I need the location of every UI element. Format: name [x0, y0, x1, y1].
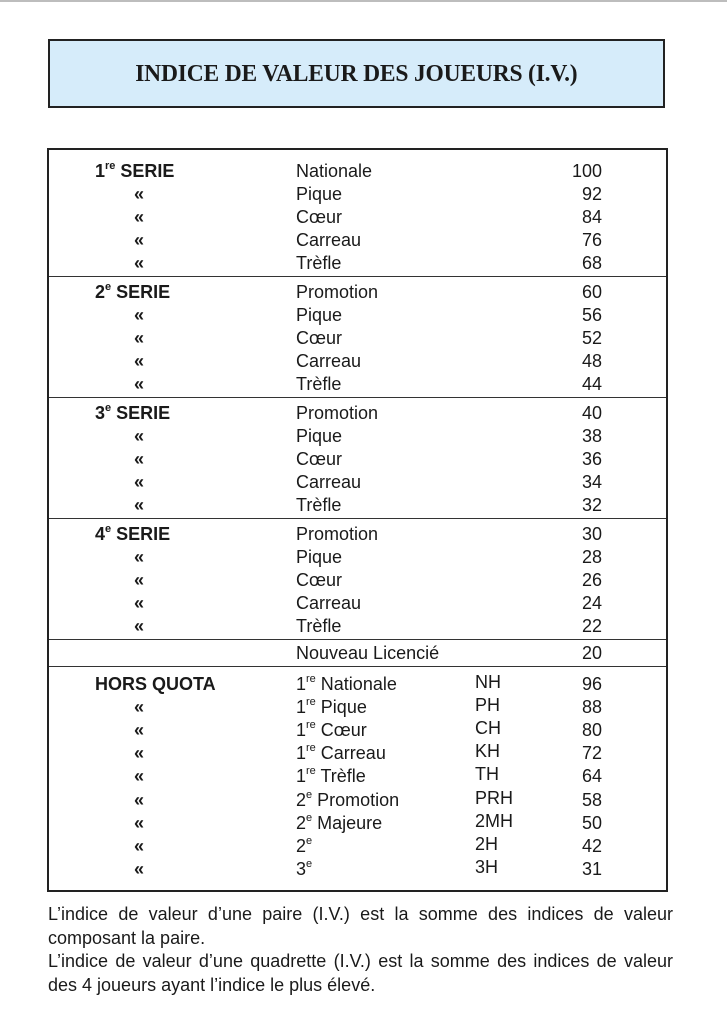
code-cell: 2H — [475, 833, 499, 854]
category-cell: Carreau — [296, 593, 362, 613]
category-text: Cœur — [315, 720, 367, 741]
rank-ordinal: re — [306, 696, 316, 709]
category-cell: Nationale — [296, 161, 373, 181]
table-row — [49, 523, 666, 546]
table-row — [49, 719, 666, 742]
series-ordinal: e — [105, 402, 112, 414]
category-cell — [296, 789, 399, 812]
category-text: Carreau — [315, 743, 386, 764]
series-label — [95, 160, 255, 183]
rank-number: 2 — [296, 812, 307, 833]
ditto-mark: « — [134, 184, 145, 204]
series-label — [95, 523, 255, 546]
top-border — [0, 0, 727, 2]
footer-notes — [48, 903, 673, 997]
category-cell: Trèfle — [296, 374, 342, 394]
section-divider — [49, 639, 666, 640]
value-cell: 58 — [581, 789, 602, 810]
table-row — [49, 592, 666, 615]
rank-number: 1 — [296, 743, 307, 764]
value-cell: 56 — [581, 305, 602, 325]
ditto-mark: « — [134, 253, 145, 273]
section-divider — [49, 518, 666, 519]
table-row-nouveau-licencie — [49, 642, 666, 665]
rank-ordinal: re — [306, 765, 316, 778]
footer-note-pair: L’indice de valeur d’une paire (I.V.) est la somme des indices de valeur composant la paire. — [48, 904, 673, 948]
value-cell: 88 — [581, 697, 602, 718]
table-row — [49, 494, 666, 517]
category-text: Pique — [315, 697, 367, 718]
value-cell: 36 — [581, 449, 602, 469]
table-row — [49, 812, 666, 835]
ditto-mark: « — [134, 547, 145, 567]
category-cell — [296, 719, 367, 742]
ditto-mark: « — [134, 472, 145, 492]
ditto-mark: « — [134, 374, 145, 394]
player-value-table — [47, 148, 668, 892]
ditto-mark: « — [134, 616, 145, 636]
category-cell — [296, 835, 312, 858]
rank-number: 1 — [296, 674, 307, 694]
value-cell: 76 — [581, 230, 602, 250]
code-cell: PH — [475, 695, 501, 716]
rank-ordinal: e — [306, 811, 313, 824]
category-cell: Pique — [296, 184, 343, 204]
value-cell: 68 — [581, 253, 602, 273]
table-row — [49, 615, 666, 638]
code-cell: KH — [475, 741, 501, 762]
table-row — [49, 281, 666, 304]
category-cell: Cœur — [296, 449, 342, 469]
rank-number: 1 — [296, 697, 307, 718]
category-cell: Trèfle — [296, 495, 342, 515]
category-cell: Carreau — [296, 351, 362, 371]
ditto-mark: « — [134, 207, 145, 227]
value-cell: 100 — [571, 161, 602, 181]
ditto-mark: « — [134, 858, 145, 879]
code-cell: TH — [475, 764, 499, 785]
category-cell: Carreau — [296, 230, 362, 250]
category-cell: Nouveau Licencié — [296, 643, 440, 663]
table-row — [49, 373, 666, 396]
value-cell: 26 — [581, 570, 602, 590]
ditto-mark: « — [134, 305, 145, 325]
category-cell: Carreau — [296, 472, 362, 492]
value-cell: 96 — [581, 674, 602, 694]
value-cell: 38 — [581, 426, 602, 446]
category-cell — [296, 812, 382, 835]
ditto-mark: « — [134, 351, 145, 371]
series-text: SERIE — [111, 403, 171, 423]
rank-ordinal: e — [306, 857, 313, 870]
table-row — [49, 402, 666, 425]
category-cell: Cœur — [296, 570, 342, 590]
table-row — [49, 252, 666, 275]
value-cell: 24 — [581, 593, 602, 613]
rank-ordinal: e — [306, 788, 313, 801]
section-divider — [49, 397, 666, 398]
rank-ordinal: re — [306, 719, 316, 732]
rank-number: 1 — [296, 720, 307, 741]
page-title: INDICE DE VALEUR DES JOUEURS (I.V.) — [135, 59, 578, 87]
value-cell: 60 — [581, 282, 602, 302]
ditto-mark: « — [134, 230, 145, 250]
rank-number: 3 — [296, 858, 307, 879]
ditto-mark: « — [134, 593, 145, 613]
value-cell: 84 — [581, 207, 602, 227]
value-cell: 28 — [581, 547, 602, 567]
hors-quota-label: HORS QUOTA — [95, 674, 216, 694]
series-text: SERIE — [111, 524, 171, 544]
series-number: 2 — [95, 282, 106, 302]
category-cell — [296, 858, 312, 881]
series-number: 1 — [95, 161, 106, 181]
category-cell: Pique — [296, 305, 343, 325]
table-row — [49, 546, 666, 569]
category-cell: Cœur — [296, 207, 342, 227]
code-cell: NH — [475, 672, 501, 692]
ditto-mark: « — [134, 449, 145, 469]
value-cell: 80 — [581, 720, 602, 741]
series-ordinal: re — [105, 160, 116, 172]
value-cell: 22 — [581, 616, 602, 636]
category-cell — [296, 673, 397, 696]
category-cell — [296, 696, 367, 719]
ditto-mark: « — [134, 495, 145, 515]
table-row — [49, 448, 666, 471]
series-ordinal: e — [105, 523, 112, 535]
table-row — [49, 206, 666, 229]
code-cell: 3H — [475, 856, 499, 877]
rank-ordinal: re — [306, 673, 316, 685]
value-cell: 50 — [581, 812, 602, 833]
table-row — [49, 160, 666, 183]
category-cell: Pique — [296, 426, 343, 446]
category-cell: Promotion — [296, 282, 379, 302]
series-number: 3 — [95, 403, 106, 423]
ditto-mark: « — [134, 328, 145, 348]
code-cell: 2MH — [475, 810, 514, 831]
rank-number: 1 — [296, 766, 307, 787]
ditto-mark: « — [134, 720, 145, 741]
category-cell: Pique — [296, 547, 343, 567]
value-cell: 31 — [581, 858, 602, 879]
footer-note-quadrette: L’indice de valeur d’une quadrette (I.V.) est la somme des indices de valeur des 4 joueurs ayant l’indice le plus élevé. — [48, 951, 673, 995]
table-row — [49, 327, 666, 350]
series-number: 4 — [95, 524, 106, 544]
value-cell: 30 — [581, 524, 602, 544]
rank-number: 2 — [296, 835, 307, 856]
series-text: SERIE — [111, 282, 171, 302]
table-row — [49, 789, 666, 812]
ditto-mark: « — [134, 766, 145, 787]
ditto-mark: « — [134, 697, 145, 718]
series-text: SERIE — [115, 161, 175, 181]
value-cell: 40 — [581, 403, 602, 423]
series-label — [95, 402, 255, 425]
rank-ordinal: re — [306, 742, 316, 755]
category-text: Promotion — [312, 789, 400, 810]
category-text: Nationale — [315, 674, 397, 694]
table-row — [49, 350, 666, 373]
value-cell: 52 — [581, 328, 602, 348]
table-row — [49, 425, 666, 448]
table-row — [49, 858, 666, 881]
table-row — [49, 765, 666, 788]
table-row — [49, 696, 666, 719]
value-cell: 42 — [581, 835, 602, 856]
table-row — [49, 304, 666, 327]
series-label — [95, 281, 255, 304]
category-cell — [296, 742, 386, 765]
table-row — [49, 183, 666, 206]
code-cell: CH — [475, 718, 501, 739]
value-cell: 64 — [581, 766, 602, 787]
value-cell: 34 — [581, 472, 602, 492]
ditto-mark: « — [134, 835, 145, 856]
table-row — [49, 835, 666, 858]
category-text: Majeure — [312, 812, 383, 833]
value-cell: 48 — [581, 351, 602, 371]
category-cell: Cœur — [296, 328, 342, 348]
series-ordinal: e — [105, 281, 112, 293]
value-cell: 92 — [581, 184, 602, 204]
title-banner — [48, 39, 665, 108]
ditto-mark: « — [134, 426, 145, 446]
ditto-mark: « — [134, 789, 145, 810]
table-row — [49, 229, 666, 252]
value-cell: 72 — [581, 743, 602, 764]
ditto-mark: « — [134, 570, 145, 590]
category-cell — [296, 765, 366, 788]
rank-ordinal: e — [306, 834, 313, 847]
category-cell: Promotion — [296, 403, 379, 423]
table-row — [49, 673, 666, 696]
table-row — [49, 471, 666, 494]
ditto-mark: « — [134, 812, 145, 833]
category-cell: Promotion — [296, 524, 379, 544]
table-row — [49, 569, 666, 592]
rank-number: 2 — [296, 789, 307, 810]
code-cell: PRH — [475, 787, 514, 808]
category-cell: Trèfle — [296, 616, 342, 636]
value-cell: 32 — [581, 495, 602, 515]
section-divider — [49, 276, 666, 277]
value-cell: 20 — [581, 643, 602, 663]
section-divider — [49, 666, 666, 667]
category-cell: Trèfle — [296, 253, 342, 273]
ditto-mark: « — [134, 743, 145, 764]
category-text: Trèfle — [315, 766, 366, 787]
table-row — [49, 742, 666, 765]
value-cell: 44 — [581, 374, 602, 394]
